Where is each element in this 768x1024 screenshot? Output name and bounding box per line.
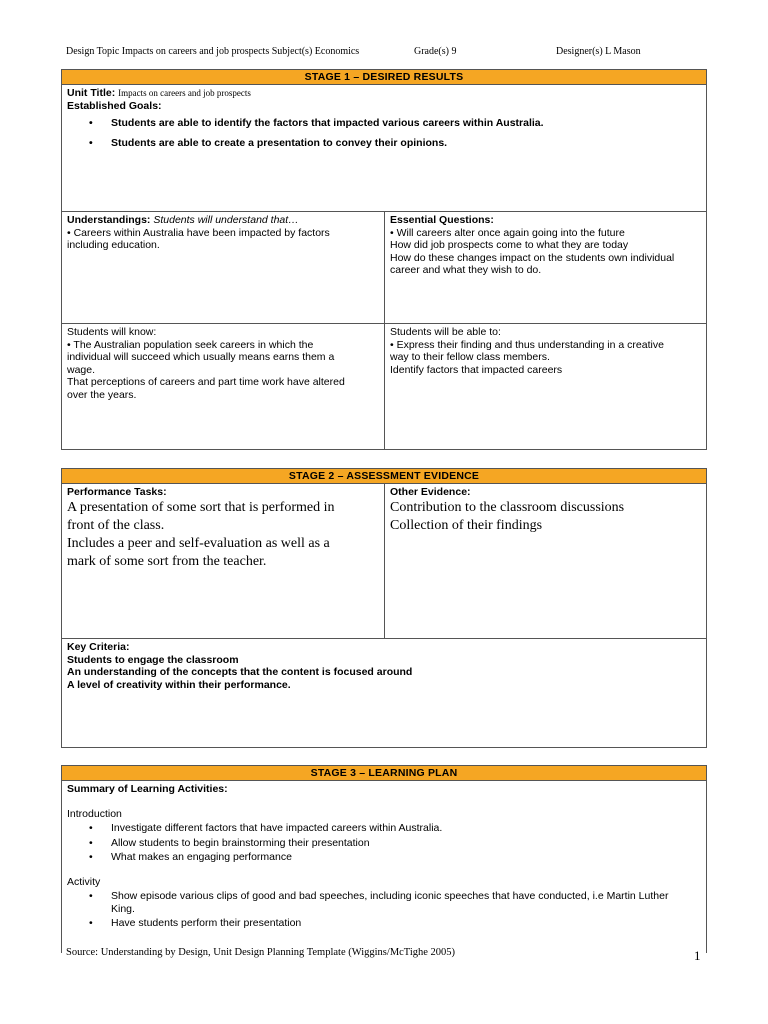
understandings-row [62,212,706,324]
introduction-item: • Investigate different factors that have impacted careers within Australia. [67,822,701,835]
other-evidence-line: Collection of their findings [390,517,543,533]
students-know-cell [62,324,385,449]
introduction-item: • What makes an engaging performance [67,851,701,864]
introduction-item: • Allow students to begin brainstorming their presentation [67,837,701,850]
essential-question-line: career and what they wish to do. [390,264,542,276]
summary-label: Summary of Learning Activities: [67,783,228,795]
performance-task-line: mark of some sort from the teacher. [67,553,267,569]
stage1-table [61,69,707,450]
essential-question-line: How do these changes impact on the students own individual [390,251,675,264]
unit-title-value: Impacts on careers and job prospects [118,88,251,98]
stage2-title: STAGE 2 – ASSESSMENT EVIDENCE [62,469,706,484]
understandings-line: • Careers within Australia have been impacted by factors [67,226,330,239]
unit-title-label: Unit Title: [67,87,116,99]
goals-row [62,85,706,212]
able-line: • Express their finding and thus understanding in a creative [390,338,664,351]
introduction-label: Introduction [67,807,122,820]
key-criteria-label: Key Criteria: [67,641,130,653]
activity-item: • Have students perform their presentation [67,917,701,930]
know-line: That perceptions of careers and part time work have altered [67,376,345,388]
performance-task-line: Includes a peer and self-evaluation as well as a [67,535,330,551]
goals-cell [62,85,706,211]
understandings-line: including education. [67,239,160,251]
know-line: • The Australian population seek careers in which the [67,338,314,351]
know-row [62,324,706,449]
stage3-table [61,765,707,953]
header-grade: Grade(s) 9 [414,46,457,57]
other-evidence-label: Other Evidence: [390,486,471,498]
key-criteria-line: An understanding of the concepts that the content is focused around [67,666,413,678]
performance-task-line: A presentation of some sort that is performed in [67,499,335,515]
footer-source: Source: Understanding by Design, Unit Design Planning Template (Wiggins/McTighe 2005) [66,947,456,958]
header-design-topic: Design Topic Impacts on careers and job prospects Subject(s) Economics [66,46,360,57]
students-able-cell [385,324,706,449]
key-criteria-line: A level of creativity within their performance. [67,678,291,691]
essential-questions-label: Essential Questions: [390,214,494,226]
page-number: 1 [694,948,701,963]
key-criteria-cell [62,639,706,747]
activity-list [67,890,701,930]
stage1-title: STAGE 1 – DESIRED RESULTS [62,70,706,85]
evidence-row [62,484,706,639]
essential-question-line: • Will careers alter once again going into the future [390,226,625,239]
introduction-list [67,822,701,864]
stage3-title: STAGE 3 – LEARNING PLAN [62,766,706,781]
goal-item: • Students are able to create a presentation to convey their opinions. [67,137,701,150]
understandings-label: Understandings: [67,214,151,226]
able-line: Students will be able to: [390,326,501,338]
essential-question-line: How did job prospects come to what they are today [390,239,629,251]
know-line: individual will succeed which usually means earns them a [67,351,335,363]
able-line: way to their fellow class members. [390,351,550,363]
performance-tasks-cell [62,484,385,638]
essential-questions-cell [385,212,706,323]
goals-list [67,117,701,149]
understandings-cell [62,212,385,323]
know-line: over the years. [67,388,137,401]
activity-item: • Show episode various clips of good and bad speeches, including iconic speeches that have conducted, i.e Martin Luther King. [67,890,701,915]
goal-item: • Students are able to identify the factors that impacted various careers within Australia. [67,117,701,130]
know-line: wage. [67,363,96,376]
other-evidence-line: Contribution to the classroom discussions [390,499,625,515]
stage2-table [61,468,707,748]
able-line: Identify factors that impacted careers [390,363,563,376]
learning-plan-cell [62,781,706,953]
other-evidence-cell [385,484,706,638]
know-line: Students will know: [67,326,157,338]
activity-label: Activity [67,875,101,888]
key-criteria-line: Students to engage the classroom [67,653,239,666]
goals-label: Established Goals: [67,99,162,112]
key-criteria-row [62,639,706,747]
performance-task-line: front of the class. [67,517,165,533]
performance-tasks-label: Performance Tasks: [67,486,167,498]
learning-plan-row [62,781,706,953]
understandings-intro: Students will understand that… [153,214,299,226]
header-designer: Designer(s) L Mason [556,46,641,57]
